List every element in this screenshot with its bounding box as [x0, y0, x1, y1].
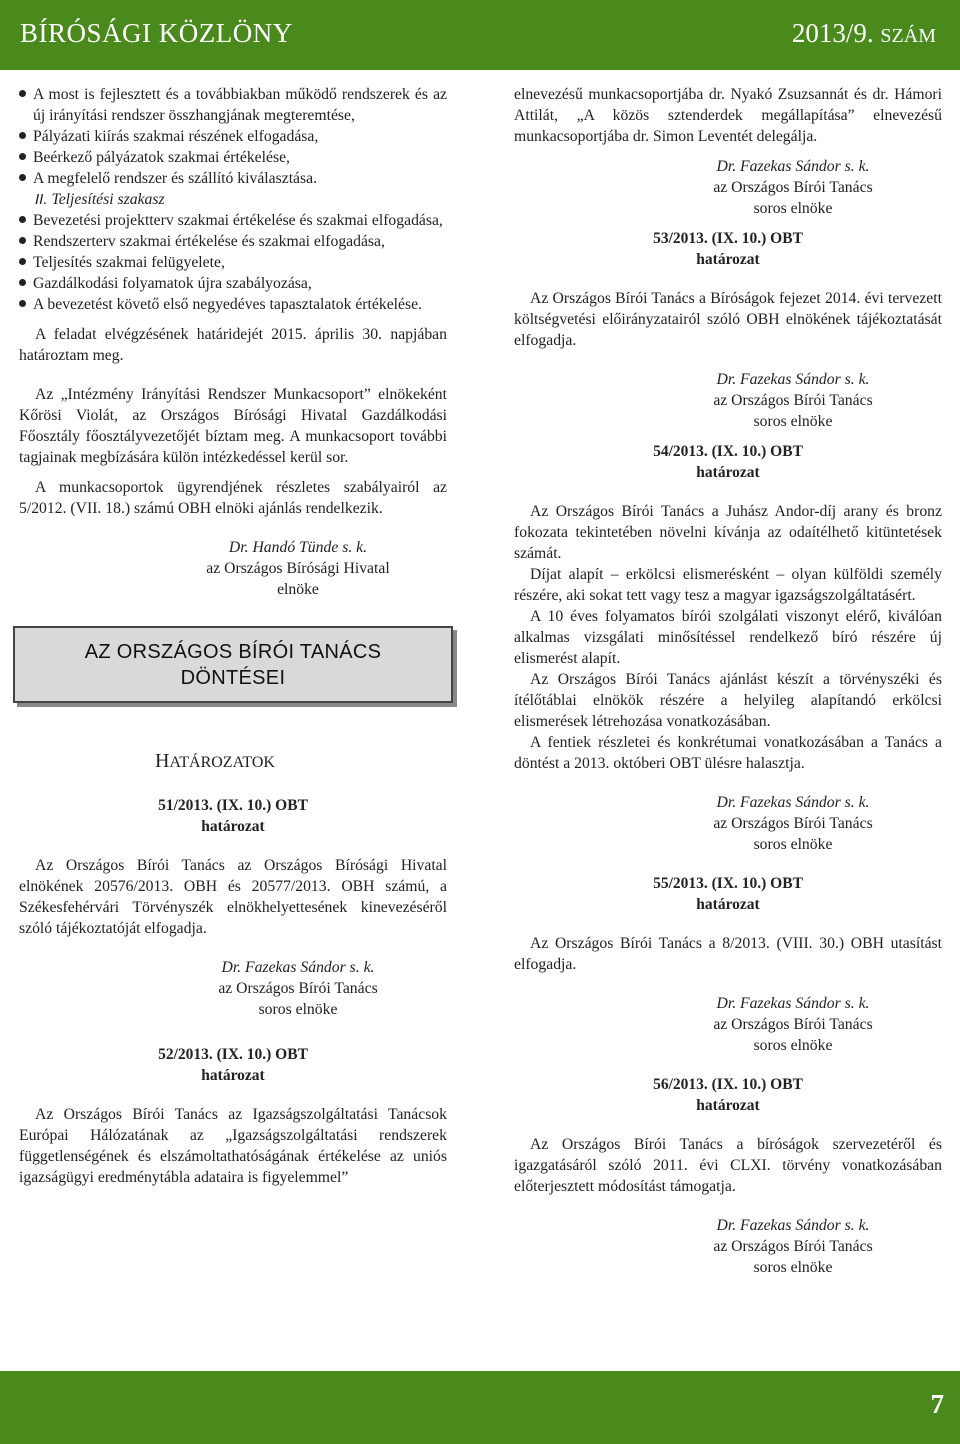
- decision-heading: 56/2013. (IX. 10.) OBT határozat: [653, 1076, 803, 1114]
- left-column: [19, 84, 447, 1188]
- decision-heading: 55/2013. (IX. 10.) OBT határozat: [653, 875, 803, 913]
- list-item: A bevezetést követő első negyedéves tapasztalatok értékelése.: [19, 294, 447, 315]
- list-item: Bevezetési projektterv szakmai értékelése és szakmai elfogadása,: [19, 210, 447, 231]
- journal-title: BÍRÓSÁGI KÖZLÖNY: [20, 18, 293, 48]
- bullet-icon: [19, 216, 26, 223]
- paragraph: Az Országos Bírói Tanács az Országos Bírósági Hivatal elnökének 20576/2013. OBH és 20577/2013. OBH számú, a Székesfehérvári Törvényszék elnökhelyettesének kinevezéséről szóló tájékoztatóját elfogadja.: [19, 857, 447, 937]
- paragraph: Az Országos Bírói Tanács ajánlást készít a törvényszéki és ítélőtáblai elnökök részére a helyileg alapítandó erkölcsi elismerések létrehozása vonatkozásában.: [514, 671, 942, 730]
- paragraph: Az Országos Bírói Tanács a bíróságok szervezetéről és igazgatásáról szóló 2011. évi CLXI. törvény vonatkozásában előterjesztett módosítást támogatja.: [514, 1136, 942, 1195]
- paragraph: elnevezésű munkacsoportjába dr. Nyakó Zsuzsannát és dr. Hámori Attilát, „A közös sztenderdek megállapítása” elnevezésű munkacsoportjába dr. Simon Leventét delegálja.: [514, 86, 942, 145]
- issue-number: 2013/9. SZÁM: [791, 18, 936, 48]
- signature-block: Dr. Fazekas Sándor s. k. az Országos Bírói Tanács soros elnöke: [713, 371, 873, 430]
- bullet-icon: [19, 279, 26, 286]
- decision-heading: 52/2013. (IX. 10.) OBT határozat: [158, 1046, 308, 1084]
- decision-heading: 54/2013. (IX. 10.) OBT határozat: [653, 443, 803, 481]
- right-column: [514, 84, 942, 1278]
- decision-heading: 53/2013. (IX. 10.) OBT határozat: [653, 230, 803, 268]
- list-item: Pályázati kiírás szakmai részének elfogadása,: [19, 126, 447, 147]
- phase-heading: II. Teljesítési szakasz: [35, 191, 165, 208]
- bullet-icon: [19, 300, 26, 307]
- signature-block: Dr. Fazekas Sándor s. k. az Országos Bírói Tanács soros elnöke: [713, 1217, 873, 1276]
- paragraph: Az Országos Bírói Tanács az Igazságszolgáltatási Tanácsok Európai Hálózatának az „Igazságszolgáltatási rendszerek függetlenségének és elszámoltathatóságának értékelése az uniós igazságügyi eredménytábla adataira is figyelemmel”: [19, 1106, 447, 1186]
- paragraph: A feladat elvégzésének határidejét 2015. április 30. napjában határoztam meg.: [19, 326, 447, 364]
- page-footer: [0, 1371, 960, 1444]
- bullet-icon: [19, 237, 26, 244]
- paragraph: A 10 éves folyamatos bírói szolgálati viszonyt elérő, kiválóan alkalmas vizsgálati minősítéssel rendelkező bíró részére új elismerést alapít.: [514, 608, 942, 667]
- signature-block: Dr. Fazekas Sándor s. k. az Országos Bírói Tanács soros elnöke: [218, 959, 378, 1018]
- signature-block: Dr. Fazekas Sándor s. k. az Országos Bírói Tanács soros elnöke: [713, 794, 873, 853]
- signature-block: Dr. Fazekas Sándor s. k. az Országos Bírói Tanács soros elnöke: [713, 995, 873, 1054]
- paragraph: Az „Intézmény Irányítási Rendszer Munkacsoport” elnökeként Kőrösi Violát, az Országos Bírósági Hivatal Gazdálkodási Főosztály főosztályvezetőjét bíztam meg. A munkacsoport további tagjainak megbízására külön intézkedéssel kerül sor.: [19, 386, 447, 466]
- paragraph: Az Országos Bírói Tanács a Juhász Andor-díj arany és bronz fokozata tekintetében növelni kívánja az odaítélhető kitüntetések számát.: [514, 503, 942, 562]
- section-title: HATÁROZATOK: [155, 750, 275, 772]
- bullet-icon: [19, 258, 26, 265]
- page-number: 7: [930, 1389, 944, 1419]
- bullet-icon: [19, 90, 26, 97]
- paragraph: Az Országos Bírói Tanács a Bíróságok fejezet 2014. évi tervezett költségvetési előirányzatairól szóló OBH elnökének tájékoztatását elfogadja.: [514, 290, 942, 349]
- list-item: A most is fejlesztett és a továbbiakban működő rendszerek és az új irányítási rendszer összhangjának megteremtése,: [19, 84, 447, 126]
- list-item: Gazdálkodási folyamatok újra szabályozása,: [19, 273, 447, 294]
- decision-heading: 51/2013. (IX. 10.) OBT határozat: [158, 797, 308, 835]
- list-item: Beérkező pályázatok szakmai értékelése,: [19, 147, 447, 168]
- section-box: AZ ORSZÁGOS BÍRÓI TANÁCS DÖNTÉSEI: [13, 626, 453, 703]
- list-item: Rendszerterv szakmai értékelése és szakmai elfogadása,: [19, 231, 447, 252]
- paragraph: A munkacsoportok ügyrendjének részletes szabályairól az 5/2012. (VII. 18.) számú OBH elnöki ajánlás rendelkezik.: [19, 479, 447, 517]
- paragraph: A fentiek részletei és konkrétumai vonatkozásában a Tanács a döntést a 2013. októberi OBT ülésre halasztja.: [514, 734, 942, 772]
- bullet-icon: [19, 132, 26, 139]
- signature-block: Dr. Handó Tünde s. k. az Országos Bírósági Hivatal elnöke: [206, 539, 390, 598]
- bullet-icon: [19, 174, 26, 181]
- list-item: Teljesítés szakmai felügyelete,: [19, 252, 447, 273]
- page-header: [0, 0, 960, 70]
- paragraph: Díjat alapít – erkölcsi elismerésként – olyan külföldi személy részére, aki sokat tett vagy tesz a magyar igazságszolgáltatásért.: [514, 566, 942, 604]
- paragraph: Az Országos Bírói Tanács a 8/2013. (VIII. 30.) OBH utasítást elfogadja.: [514, 935, 942, 973]
- list-item: A megfelelő rendszer és szállító kiválasztása.: [19, 168, 447, 189]
- signature-block: Dr. Fazekas Sándor s. k. az Országos Bírói Tanács soros elnöke: [713, 158, 873, 217]
- bullet-icon: [19, 153, 26, 160]
